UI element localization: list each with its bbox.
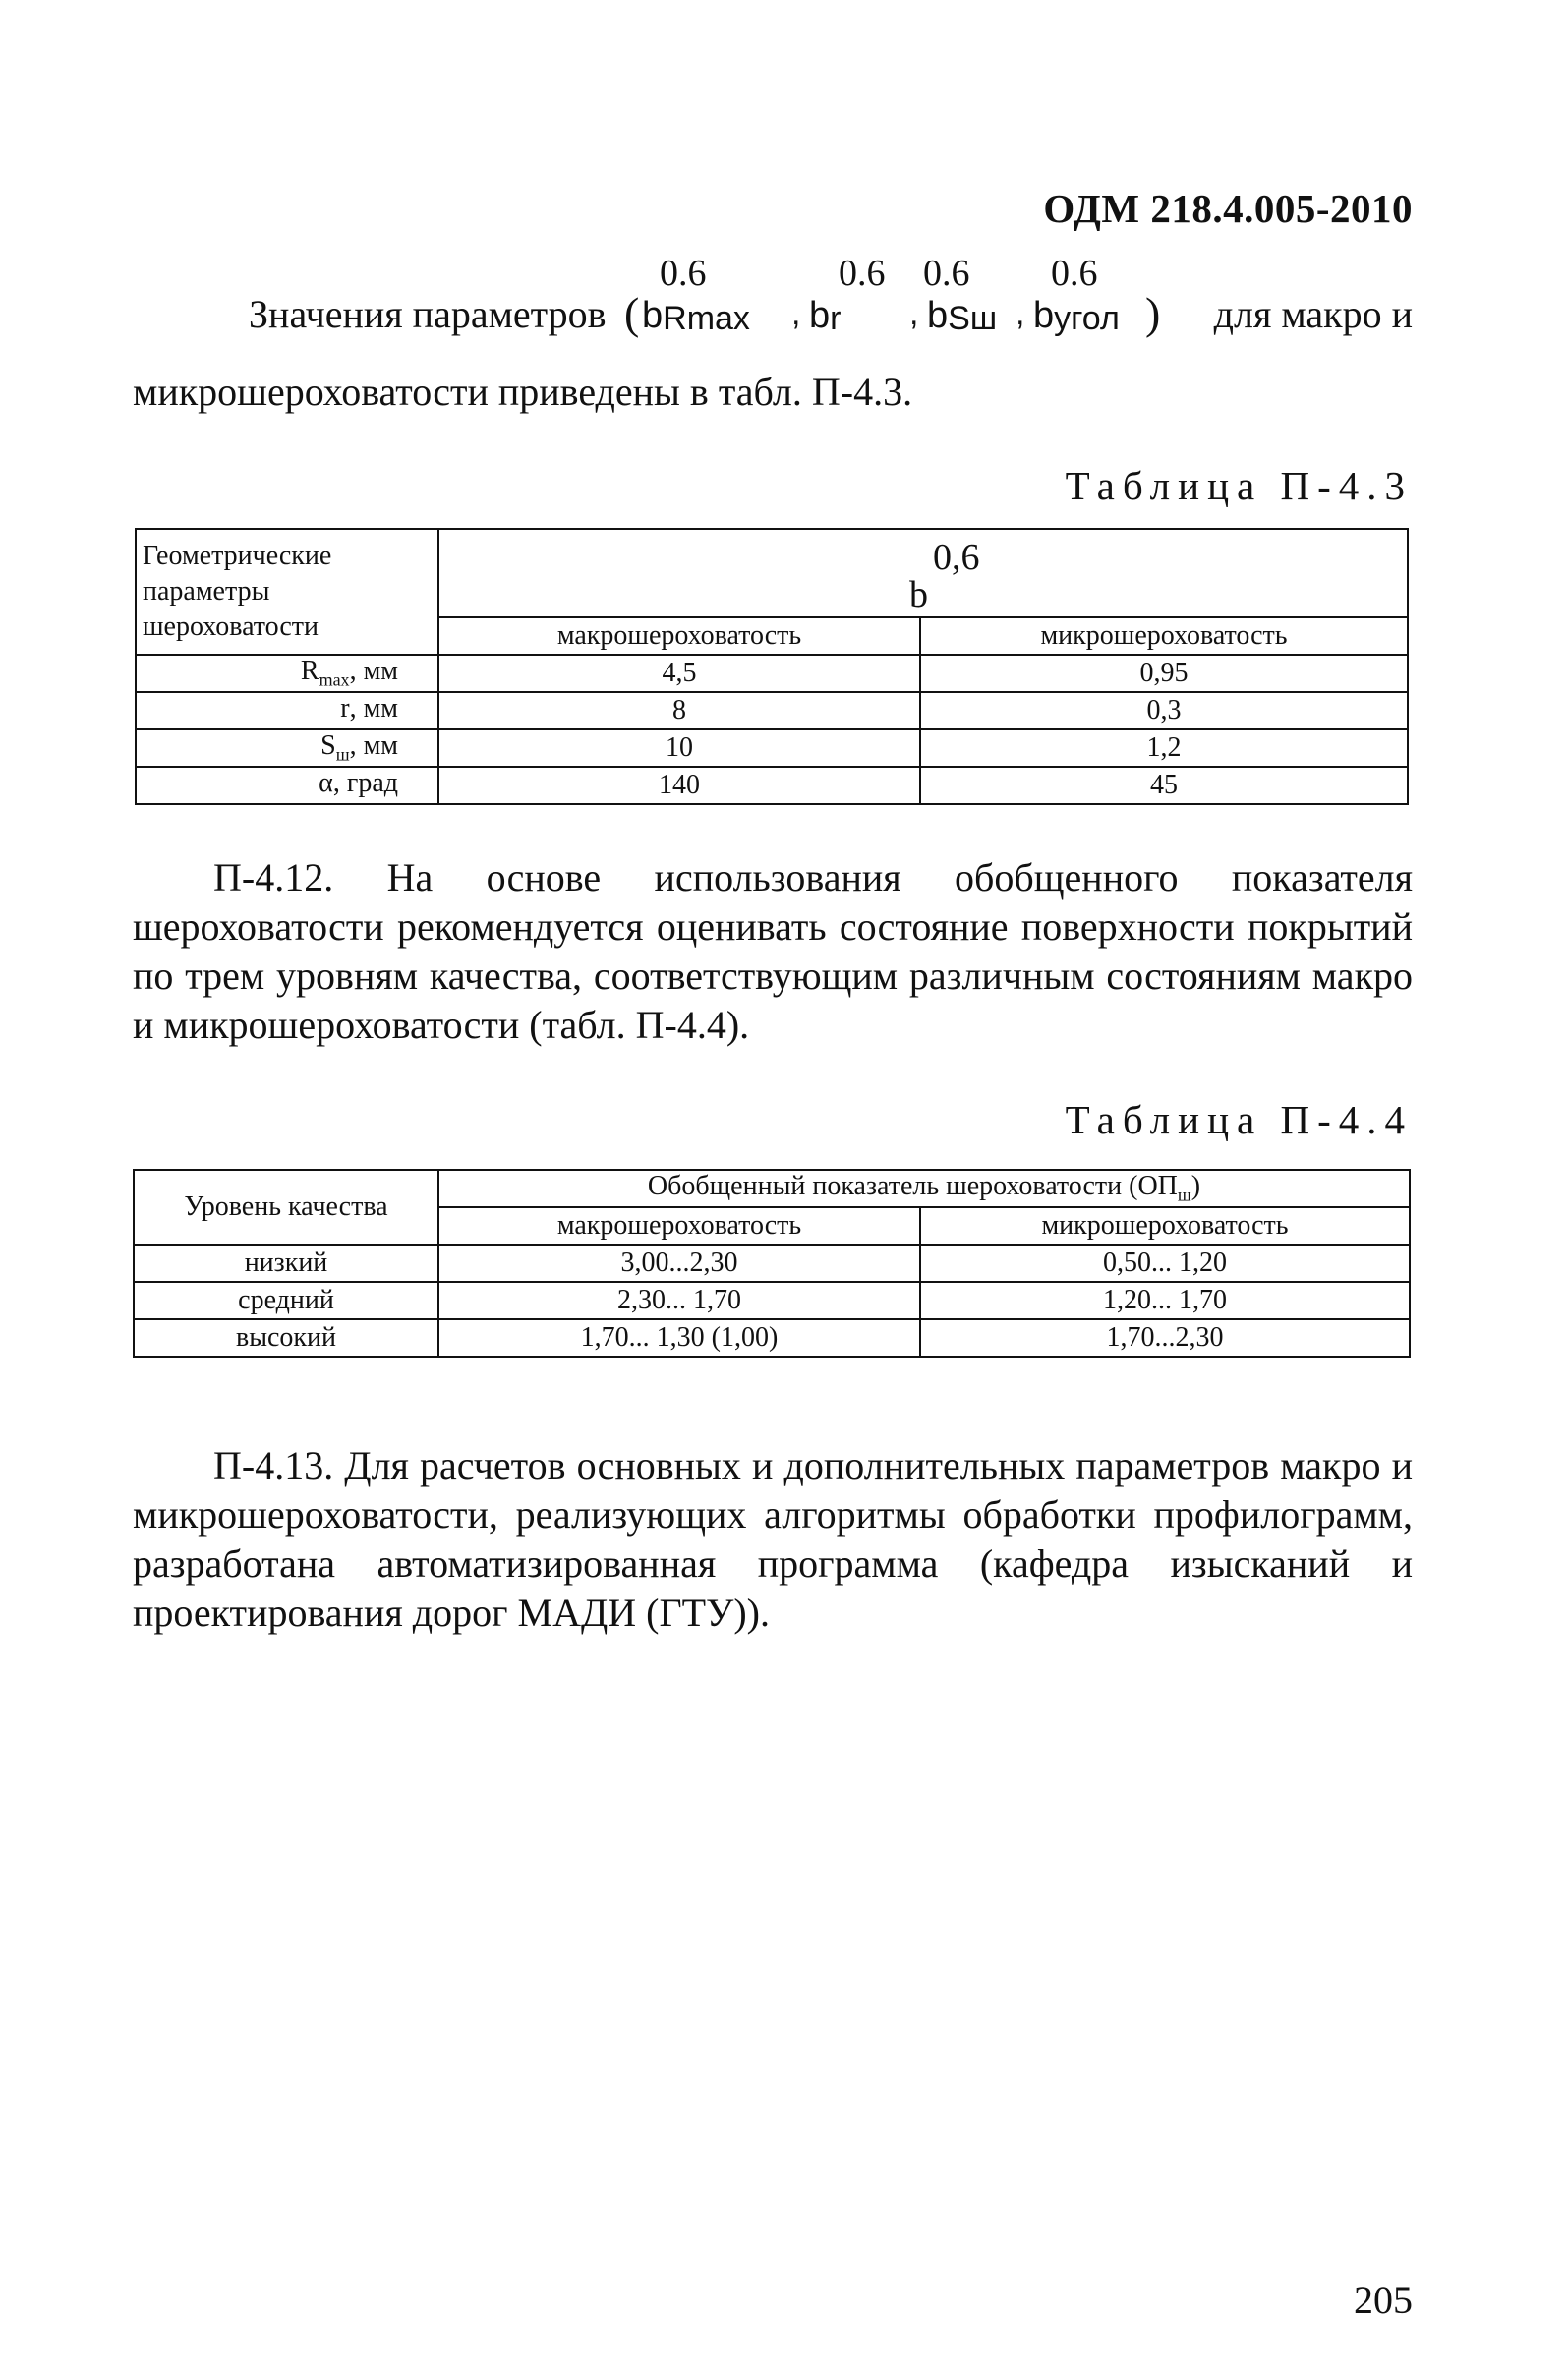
micro-value: 45 (920, 767, 1408, 804)
table4-caption: Таблица П-4.4 (1065, 1097, 1413, 1142)
micro-value: 0,3 (920, 692, 1408, 729)
level-header-cell: Уровень качества (134, 1170, 438, 1245)
param-cell: α, град (136, 767, 438, 804)
col-micro-header: микрошероховатость (920, 617, 1408, 655)
col-macro-header: макрошероховатость (438, 1207, 920, 1245)
micro-value: 1,70...2,30 (920, 1319, 1410, 1357)
paragraph-4-13: П-4.13. Для расчетов основных и дополнительных параметров макро и микрошероховатости, реализующих алгоритмы обработки профилограмм, разработана автоматизированная программа (кафедра изысканий и проектирования дорог МАДИ (ГТУ)). (133, 1443, 1413, 1635)
formula-term-base: $b_{Rmax}$ (642, 295, 750, 337)
formula-term-base: $b_{Sш}$ (927, 295, 998, 337)
micro-value: 0,95 (920, 655, 1408, 692)
micro-value: 1,2 (920, 729, 1408, 767)
macro-value: 2,30... 1,70 (438, 1282, 920, 1319)
formula-term-exp: 0.6 (839, 253, 886, 294)
level-cell: низкий (134, 1245, 438, 1282)
macro-value: 1,70... 1,30 (1,00) (438, 1319, 920, 1357)
macro-value: 8 (438, 692, 920, 729)
table-row (136, 655, 1408, 692)
group-header-cell: Обобщенный показатель шероховатости $(ОП_ш)$ (438, 1170, 1410, 1207)
table-row (136, 692, 1408, 729)
table-row (134, 1245, 1410, 1282)
macro-value: 4,5 (438, 655, 920, 692)
formula-comma: , (791, 295, 801, 332)
level-cell: высокий (134, 1319, 438, 1357)
formula-term-exp: 0.6 (1051, 253, 1098, 294)
formula-term-exp: 0.6 (923, 253, 970, 294)
param-cell: $S_ш$, мм (136, 729, 438, 767)
table3-caption: Таблица П-4.3 (1065, 463, 1413, 508)
formula-term-base: $b_{угол}$ (1033, 295, 1120, 337)
formula-comma: , (1016, 295, 1025, 332)
formula-term-exp: 0.6 (660, 253, 707, 294)
micro-value: 0,50... 1,20 (920, 1245, 1410, 1282)
intro-formula-line (133, 252, 1413, 360)
param-cell: $R_{max}$, мм (136, 655, 438, 692)
symbol-base: b (909, 574, 928, 615)
table-4 (133, 1169, 1411, 1358)
table-row (134, 1282, 1410, 1319)
formula-close-paren: ) (1145, 288, 1161, 338)
col-macro-header: макрошероховатость (438, 617, 920, 655)
macro-value: 140 (438, 767, 920, 804)
intro-lead-text: Значения параметров (249, 292, 607, 336)
formula-term-base: $b_r$ (809, 295, 842, 337)
param-header-cell: Геометрические параметры шероховатости (136, 529, 438, 655)
intro-line-2: микрошероховатости приведены в табл. П-4.3. (133, 370, 913, 414)
level-cell: средний (134, 1282, 438, 1319)
table-row (136, 767, 1408, 804)
macro-value: 3,00...2,30 (438, 1245, 920, 1282)
table-3 (135, 528, 1409, 805)
formula-open-paren: ( (624, 288, 640, 338)
page-number: 205 (1354, 2278, 1413, 2322)
table-row (136, 729, 1408, 767)
symbol-header-cell (438, 529, 1408, 617)
page-header: ОДМ 218.4.005-2010 (1043, 186, 1413, 231)
intro-tail-text: для макро и (1213, 292, 1413, 336)
formula-comma: , (909, 295, 919, 332)
paragraph-4-12: П-4.12. На основе использования обобщенного показателя шероховатости рекомендуется оценивать состояние поверхности покрытий по трем уровням качества, соответствующим различным состояниям макро и микрошероховатости (табл. П-4.4). (133, 855, 1413, 1047)
macro-value: 10 (438, 729, 920, 767)
micro-value: 1,20... 1,70 (920, 1282, 1410, 1319)
table-row (134, 1319, 1410, 1357)
symbol-exponent: 0,6 (933, 537, 980, 578)
param-cell: r, мм (136, 692, 438, 729)
col-micro-header: микрошероховатость (920, 1207, 1410, 1245)
